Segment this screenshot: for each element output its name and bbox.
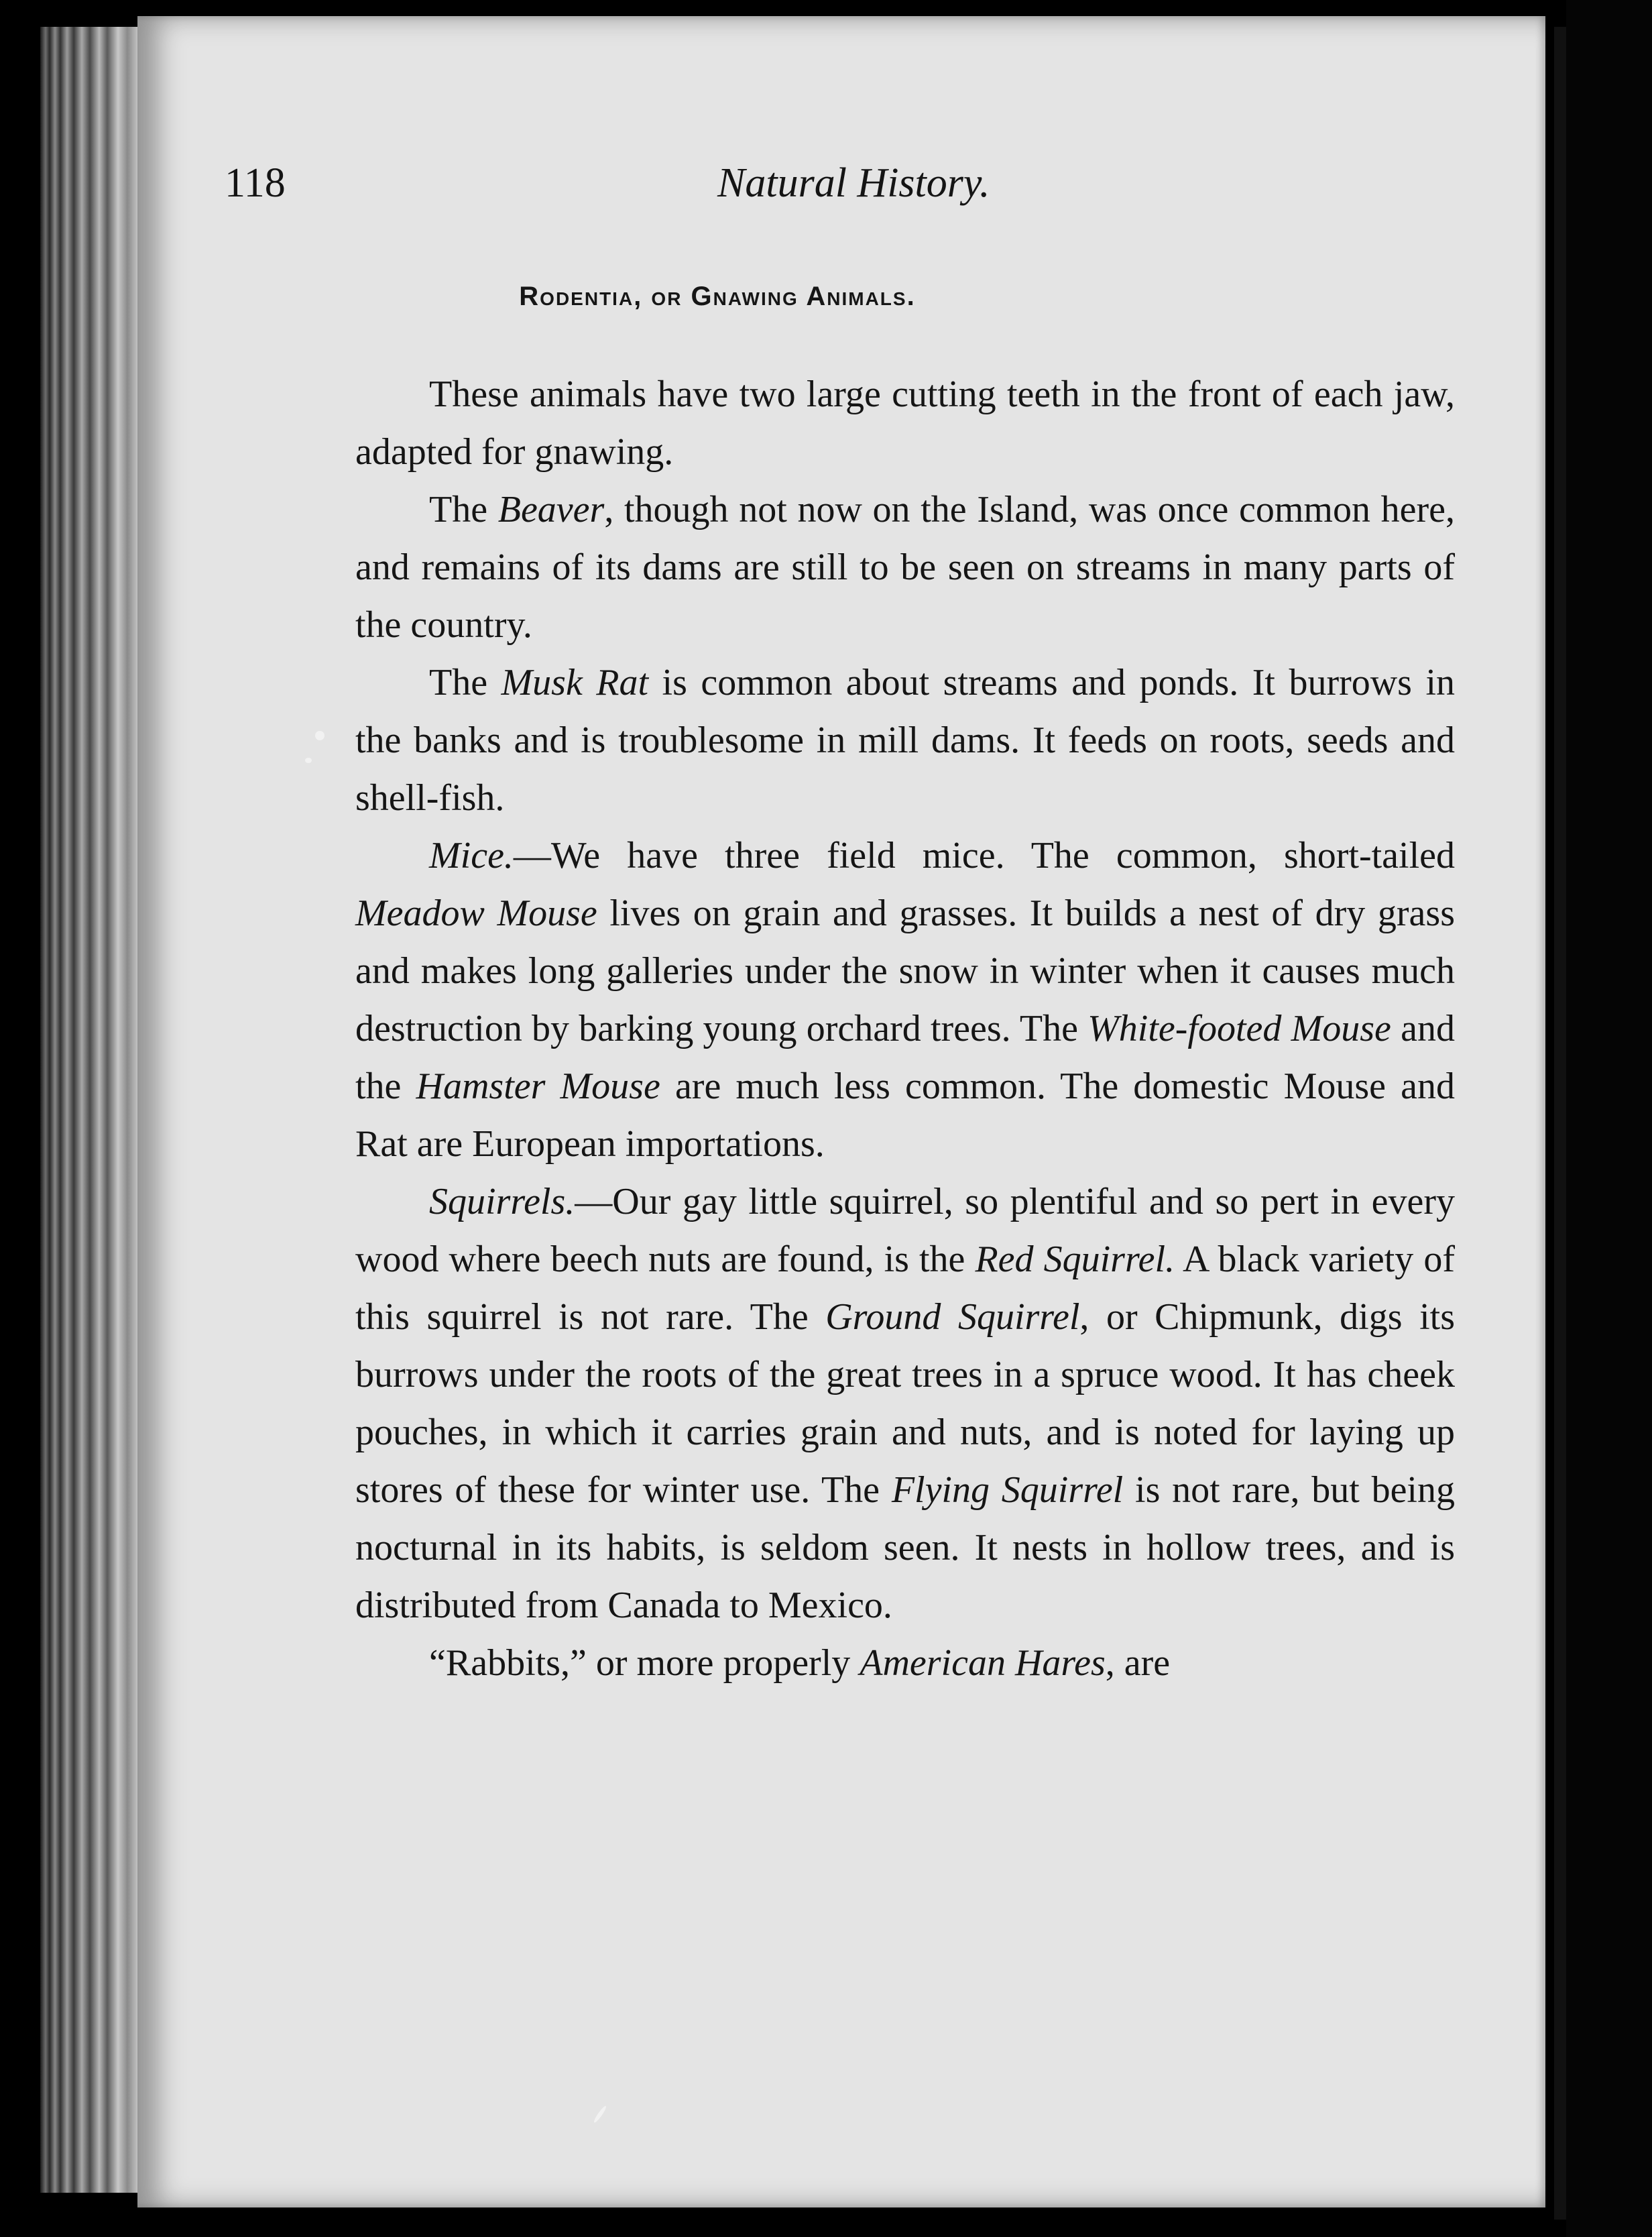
italic-term: Squirrels. <box>429 1181 575 1222</box>
italic-term: Mice. <box>429 835 514 876</box>
text-run: is common about streams and ponds. It burrows in the banks and is troublesome in mill dams. It feeds on roots, seeds and shell-fish. <box>355 662 1456 819</box>
page-edges <box>40 27 141 2193</box>
italic-term: Hamster Mouse <box>416 1066 660 1107</box>
text-run: A black variety of this squirrel is not rare. The <box>355 1239 1455 1338</box>
text-run: The <box>429 489 498 530</box>
text-run: The <box>429 662 501 703</box>
italic-term: White-footed Mouse <box>1087 1008 1391 1049</box>
text-run: “Rabbits,” or more properly <box>429 1642 860 1684</box>
paragraph <box>355 481 1455 654</box>
text-run: lives on grain and grasses. It builds a nest of dry grass and makes long galleries under the snow in winter when it causes much destruction by barking young orchard trees. The <box>355 893 1455 1049</box>
text-run: are much less common. The domestic Mouse and Rat are European importations. <box>355 1066 1455 1165</box>
italic-term: Meadow Mouse <box>355 893 597 934</box>
scan-speck <box>315 731 324 740</box>
text-run: —Our gay little squirrel, so plentiful and so pert in every wood where beech nuts are found, is the <box>355 1181 1455 1280</box>
italic-term: Beaver <box>497 489 605 530</box>
paragraph <box>355 1634 1455 1692</box>
italic-term: Flying Squirrel <box>891 1469 1124 1511</box>
text-run: These animals have two large cutting teeth in the front of each jaw, adapted for gnawing. <box>355 374 1455 473</box>
text-run: —We have three field mice. The common, short-tailed <box>513 835 1455 876</box>
italic-term: Musk Rat <box>501 662 649 703</box>
binding-shadow <box>1554 27 1566 2220</box>
text-run: is not rare, but being nocturnal in its habits, is seldom seen. It nests in hollow trees, and is distributed from Canada to Mexico. <box>355 1469 1455 1626</box>
italic-term: Ground Squirrel <box>825 1296 1080 1338</box>
paragraph <box>355 1173 1455 1634</box>
paragraph <box>355 827 1455 1173</box>
running-title: Natural History. <box>717 160 990 206</box>
paragraph <box>355 365 1455 481</box>
text-run: , or Chipmunk, digs its burrows under the roots of the great trees in a spruce wood. It has cheek pouches, in which it carries grain and nuts, and is noted for laying up stores of these for winter use. The <box>355 1296 1455 1511</box>
paragraph <box>355 654 1455 827</box>
page-number: 118 <box>225 160 286 206</box>
scan-speck <box>305 758 312 763</box>
page-header <box>225 160 1089 220</box>
text-run: and the <box>355 1008 1455 1107</box>
scan-border <box>1566 0 1652 2237</box>
body-text <box>355 365 1455 1692</box>
italic-term: Red Squirrel. <box>975 1239 1175 1280</box>
text-run: , are <box>1105 1642 1171 1684</box>
italic-term: American Hares <box>860 1642 1106 1684</box>
text-run: , though not now on the Island, was once common here, and remains of its dams are still to be seen on streams in many parts of the country. <box>355 489 1455 646</box>
section-heading: Rodentia, or Gnawing Animals. <box>519 282 916 311</box>
